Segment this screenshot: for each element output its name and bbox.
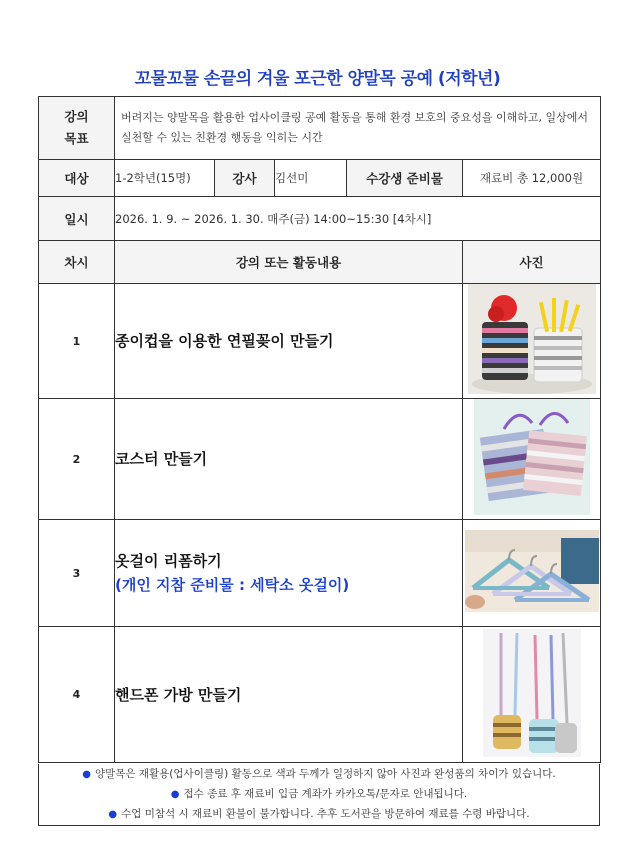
target-label: 대상 — [39, 160, 115, 197]
session-photo — [463, 399, 601, 520]
session-number: 1 — [39, 284, 115, 399]
session-title: 코스터 만들기 — [115, 450, 208, 468]
note-line: ● 수업 미참석 시 재료비 환불이 불가합니다. 추후 도서관을 방문하여 재료를 수령 바랍니다. — [108, 808, 530, 820]
session-title-cell — [115, 627, 463, 763]
session-title-cell — [115, 520, 463, 627]
session-title: 종이컵을 이용한 연필꽂이 만들기 — [115, 332, 334, 350]
target-value: 1-2학년(15명) — [115, 160, 215, 197]
session-number: 3 — [39, 520, 115, 627]
header-photo: 사진 — [463, 241, 601, 284]
session-row — [39, 520, 601, 627]
goal-text: 버려지는 양말목을 활용한 업사이클링 공예 활동을 통해 환경 보호의 중요성을 이해하고, 일상에서 실천할 수 있는 친환경 행동을 익히는 시간 — [121, 111, 588, 144]
course-table — [38, 96, 601, 763]
session-note: (개인 지참 준비물 : 세탁소 옷걸이) — [115, 576, 350, 594]
bullet-dot-icon: ● — [170, 789, 180, 800]
goal-text-cell — [115, 97, 601, 160]
session-row — [39, 627, 601, 763]
bullet-dot-icon: ● — [108, 809, 118, 820]
session-number: 2 — [39, 399, 115, 520]
coaster-photo — [474, 399, 590, 515]
materials-value: 재료비 총 12,000원 — [463, 160, 601, 197]
session-row — [39, 399, 601, 520]
header-content: 강의 또는 활동내용 — [115, 241, 463, 284]
bullet-dot-icon: ● — [82, 769, 91, 780]
session-number: 4 — [39, 627, 115, 763]
notes-box — [38, 764, 600, 826]
session-photo — [463, 627, 601, 763]
session-title: 옷걸이 리폼하기 — [115, 552, 222, 570]
session-photo — [463, 520, 601, 627]
note-line: ● 양말목은 재활용(업사이클링) 활동으로 색과 두께가 일정하지 않아 사진과 완성품의 차이가 있습니다. — [82, 768, 556, 780]
session-photo — [463, 284, 601, 399]
schedule-label: 일시 — [39, 197, 115, 241]
materials-label: 수강생 준비물 — [347, 160, 463, 197]
schedule-value: 2026. 1. 9. ~ 2026. 1. 30. 매주(금) 14:00~15:30 [4차시] — [115, 197, 601, 241]
goal-label-text: 강의 목표 — [64, 109, 89, 146]
phone-bag-photo — [483, 629, 581, 757]
session-row — [39, 284, 601, 399]
hanger-photo — [465, 530, 599, 612]
page-title: 꼬물꼬물 손끝의 겨울 포근한 양말목 공예 (저학년) — [134, 69, 501, 89]
session-title-cell — [115, 284, 463, 399]
pencil-holder-photo — [468, 284, 596, 394]
note-line: ● 접수 종료 후 재료비 입금 계좌가 카카오톡/문자로 안내됩니다. — [170, 788, 468, 800]
session-title: 핸드폰 가방 만들기 — [115, 685, 242, 704]
instructor-value: 김선미 — [275, 160, 347, 197]
goal-label — [39, 97, 115, 160]
instructor-label: 강사 — [215, 160, 275, 197]
header-session: 차시 — [39, 241, 115, 284]
session-title-cell — [115, 399, 463, 520]
